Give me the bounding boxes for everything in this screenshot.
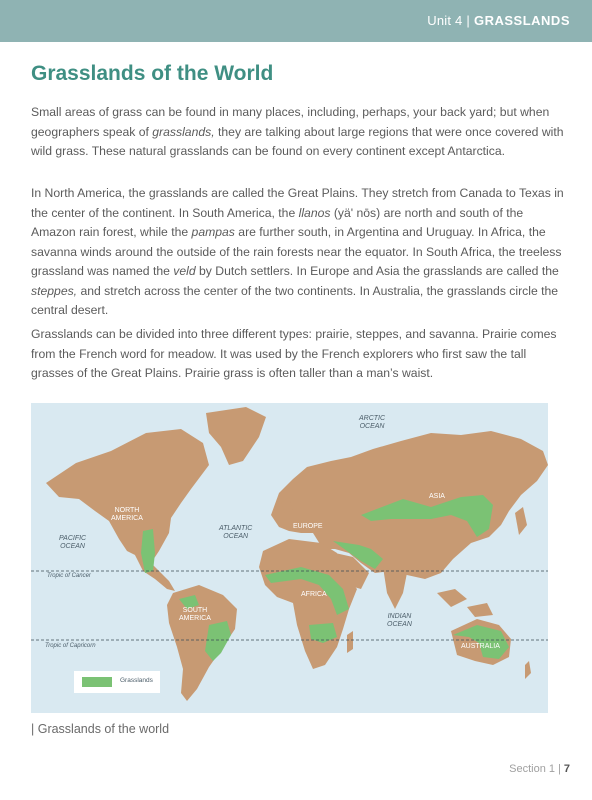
legend-grassland-label: Grasslands: [120, 677, 153, 684]
world-grasslands-map: [31, 403, 548, 713]
paragraph-1-segment: they are talking about large regions that were once covered with wild grass. These natural grasslands can be found on every continent except Antarctica.: [31, 124, 564, 158]
body-paragraph-2: [31, 184, 566, 321]
label-pacific-ocean: PACIFIC OCEAN: [59, 535, 87, 550]
body-paragraph-1: [31, 103, 566, 162]
footer-section: Section 1: [509, 763, 556, 775]
map-caption: | Grasslands of the world: [31, 722, 170, 736]
label-north-america: NORTH AMERICA: [111, 507, 143, 522]
unit-label: Unit 4: [427, 13, 463, 28]
label-australia: AUSTRALIA: [461, 643, 500, 650]
paragraph-2-segment: steppes,: [31, 283, 78, 298]
unit-header: [427, 13, 570, 28]
paragraph-2-segment: by Dutch settlers. In Europe and Asia the grasslands are called the: [195, 264, 559, 278]
paragraph-1-segment: Small areas of grass can be found in many places, including, perhaps, your back yard; but when geographers speak of: [31, 105, 550, 139]
label-indian-ocean: INDIAN OCEAN: [387, 613, 412, 628]
footer-separator: |: [558, 763, 561, 775]
unit-topic: GRASSLANDS: [473, 13, 570, 28]
paragraph-2-segment: pampas: [191, 225, 235, 239]
label-tropic-of-capricorn: Tropic of Capricorn: [45, 643, 96, 649]
page-footer: [509, 763, 570, 775]
header-separator: |: [466, 13, 470, 28]
paragraph-2-segment: and stretch across the center of the two continents. In Australia, the grasslands circle the central desert.: [31, 283, 559, 317]
paragraph-2-segment: veld: [173, 264, 196, 278]
paragraph-2-segment: llanos: [298, 205, 331, 220]
label-tropic-of-cancer: Tropic of Cancer: [47, 573, 91, 579]
world-map-graphic: [31, 403, 548, 713]
label-asia: ASIA: [429, 493, 445, 500]
paragraph-2-segment: In North America, the grasslands are called the Great Plains. They stretch from Canada to Texas in the center of the continent. In South America, the: [31, 186, 564, 220]
label-africa: AFRICA: [301, 591, 327, 598]
body-paragraph-3: [31, 325, 566, 384]
label-europe: EUROPE: [293, 523, 323, 530]
paragraph-2-segment: (yä' nōs) are north and south of the Amazon rain forest, while the: [31, 205, 524, 239]
page-title: Grasslands of the World: [31, 62, 274, 85]
label-south-america: SOUTH AMERICA: [179, 607, 211, 622]
paragraph-3-segment: Grasslands can be divided into three different types: prairie, steppes, and savanna. Prairie comes from the French word for meadow. It was used by the French explorers who first saw the tall grasses of the Great Plains. Prairie grass is often taller than a man’s waist.: [31, 327, 557, 380]
map-legend: [74, 671, 160, 693]
legend-grassland-swatch: [82, 677, 112, 687]
page-number: 7: [563, 763, 570, 775]
paragraph-2-segment: are further south, in Argentina and Uruguay. In Africa, the savanna winds around the outside of the rain forests near the equator. In South Africa, the treeless grassland was named the: [31, 225, 562, 278]
label-atlantic-ocean: ATLANTIC OCEAN: [219, 525, 253, 540]
label-arctic-ocean: ARCTIC OCEAN: [359, 415, 386, 430]
paragraph-1-segment: grasslands,: [152, 124, 215, 139]
